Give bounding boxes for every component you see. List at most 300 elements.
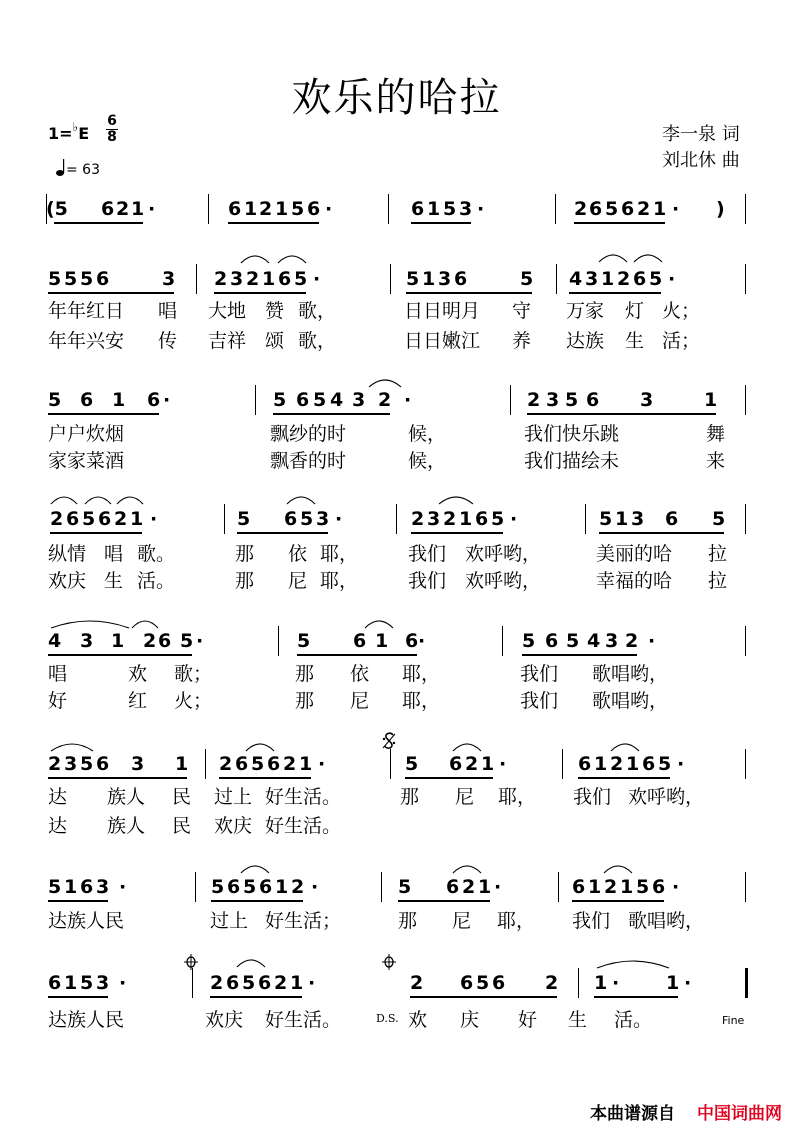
lyric-word: 那 xyxy=(400,786,420,808)
slur-arc xyxy=(84,493,112,505)
lyric-word: 族人 xyxy=(107,815,146,837)
jianpu-note: 6 xyxy=(449,753,463,775)
jianpu-note: 6 xyxy=(80,389,94,411)
jianpu-note: 5 xyxy=(48,389,62,411)
lyric-word: 纵情 xyxy=(48,543,87,565)
jianpu-note: 6 xyxy=(454,268,468,290)
lyric-word: 达 xyxy=(48,815,68,837)
bar-line xyxy=(585,504,586,534)
slur-arc xyxy=(610,740,640,752)
bar-line xyxy=(195,872,196,902)
lyric-word: 唱 xyxy=(104,543,124,565)
lyric-word: 欢呼哟， xyxy=(465,543,542,565)
jianpu-note: 2 xyxy=(116,198,130,220)
eighth-beam xyxy=(210,996,302,998)
key-prefix: 1= xyxy=(48,124,73,143)
jianpu-note: 2 xyxy=(114,508,128,530)
lyric-word: 活。 xyxy=(614,1009,653,1031)
jianpu-note: 5 xyxy=(491,508,505,530)
dal-segno-marking: D.S. xyxy=(376,1012,399,1025)
slur-arc xyxy=(50,617,130,629)
quarter-note-icon xyxy=(56,159,66,177)
jianpu-note: 1 xyxy=(478,876,492,898)
bar-line xyxy=(745,504,746,534)
lyric-word: 那 xyxy=(295,663,315,685)
jianpu-note: 2 xyxy=(50,508,64,530)
jianpu-note: 1 xyxy=(594,972,608,994)
dotted-rhythm: · xyxy=(668,268,676,290)
eighth-beam xyxy=(411,222,471,224)
lyric-word: 我们 xyxy=(573,786,612,808)
eighth-beam xyxy=(297,654,417,656)
jianpu-note: 1 xyxy=(275,876,289,898)
eighth-beam xyxy=(214,292,306,294)
dotted-rhythm: · xyxy=(308,972,316,994)
eighth-beam xyxy=(48,654,192,656)
lyric-word: 颂 xyxy=(265,330,285,352)
lyric-word: 欢 xyxy=(128,663,148,685)
lyric-word: 那 xyxy=(295,690,315,712)
bar-line xyxy=(745,194,746,224)
lyric-word: 好生活； xyxy=(265,910,342,932)
lyric-word: 耶， xyxy=(320,570,359,592)
jianpu-note: 1 xyxy=(620,876,634,898)
page-title: 欢乐的哈拉 xyxy=(291,75,502,121)
jianpu-note: 5 xyxy=(237,508,251,530)
bar-line xyxy=(745,264,746,294)
slur-arc xyxy=(236,956,266,968)
jianpu-note: 1 xyxy=(262,268,276,290)
lyric-word: 守 xyxy=(512,300,532,322)
dotted-rhythm: · xyxy=(313,268,321,290)
lyric-line xyxy=(0,446,793,472)
jianpu-note: 5 xyxy=(294,268,308,290)
lyric-word: 歌； xyxy=(174,663,213,685)
lyric-word: 火； xyxy=(662,300,701,322)
jianpu-note: 2 xyxy=(625,630,639,652)
jianpu-note: 6 xyxy=(80,876,94,898)
jianpu-note: 6 xyxy=(572,876,586,898)
jianpu-note: 5 xyxy=(80,753,94,775)
footer-site-link[interactable]: 中国词曲网 xyxy=(697,1104,782,1124)
dotted-rhythm: · xyxy=(684,972,692,994)
lyric-line xyxy=(0,566,793,592)
lyric-word: 歌， xyxy=(298,300,337,322)
jianpu-note: 5 xyxy=(48,876,62,898)
jianpu-note: 2 xyxy=(411,508,425,530)
lyric-word: 唱 xyxy=(48,663,68,685)
bar-line xyxy=(510,385,511,415)
eighth-beam xyxy=(527,413,716,415)
jianpu-note: 6 xyxy=(296,389,310,411)
lyric-word: 活； xyxy=(662,330,701,352)
jianpu-note: 1 xyxy=(64,876,78,898)
slur-arc xyxy=(633,251,663,263)
bar-line xyxy=(205,749,206,779)
jianpu-note: 5 xyxy=(243,876,257,898)
lyric-word: 歌， xyxy=(298,330,337,352)
lyric-word: 那 xyxy=(398,910,418,932)
jianpu-note: 3 xyxy=(80,630,94,652)
composer-credit: 刘北休 曲 xyxy=(662,150,740,171)
jianpu-note: 3 xyxy=(64,753,78,775)
lyric-word: 过上 xyxy=(214,786,253,808)
lyric-word: 舞 xyxy=(706,423,726,445)
jianpu-note: 3 xyxy=(585,268,599,290)
lyric-word: 欢庆 xyxy=(48,570,87,592)
lyric-word: 生 xyxy=(625,330,645,352)
jianpu-note: 6 xyxy=(278,268,292,290)
dotted-rhythm: · xyxy=(311,876,319,898)
bar-line xyxy=(224,504,225,534)
jianpu-note: 3 xyxy=(640,389,654,411)
dotted-rhythm: · xyxy=(677,753,685,775)
jianpu-note: 1 xyxy=(64,972,78,994)
lyric-word: 我们 xyxy=(520,690,559,712)
jianpu-note: 6 xyxy=(411,198,425,220)
meter-bottom: 8 xyxy=(107,129,117,145)
jianpu-note: 4 xyxy=(330,389,344,411)
key-signature xyxy=(48,120,89,143)
lyric-word: 活。 xyxy=(137,570,176,592)
jianpu-note: 2 xyxy=(259,198,273,220)
bar-line xyxy=(388,194,389,224)
jianpu-note: 5 xyxy=(297,630,311,652)
jianpu-note: 6 xyxy=(158,630,172,652)
jianpu-note: 2 xyxy=(283,753,297,775)
jianpu-note: 3 xyxy=(427,508,441,530)
slur-arc xyxy=(131,617,159,629)
lyric-word: 日日嫩江 xyxy=(404,330,481,352)
bar-line xyxy=(196,264,197,294)
lyric-word: 我们 xyxy=(572,910,611,932)
jianpu-note: 5 xyxy=(406,268,420,290)
eighth-beam xyxy=(48,900,108,902)
jianpu-note: 5 xyxy=(398,876,412,898)
lyric-word: 庆 xyxy=(460,1009,480,1031)
bar-line xyxy=(208,194,209,224)
jianpu-note: 5 xyxy=(405,753,419,775)
jianpu-note: 3 xyxy=(459,198,473,220)
slur-arc xyxy=(286,493,316,505)
jianpu-note: 2 xyxy=(465,753,479,775)
jianpu-note: 1 xyxy=(422,268,436,290)
jianpu-note: 2 xyxy=(219,753,233,775)
lyric-word: 族人 xyxy=(107,786,146,808)
dotted-rhythm: · xyxy=(499,753,507,775)
slur-arc xyxy=(50,493,78,505)
jianpu-note: 6 xyxy=(235,753,249,775)
key-note: E xyxy=(78,124,90,143)
dotted-rhythm: · xyxy=(196,630,204,652)
lyric-word: 欢呼哟， xyxy=(465,570,542,592)
jianpu-note: 5 xyxy=(80,972,94,994)
lyric-word: 好生活。 xyxy=(265,815,342,837)
jianpu-note: 6 xyxy=(492,972,506,994)
jianpu-note: 2 xyxy=(378,389,392,411)
dotted-rhythm: · xyxy=(119,972,127,994)
eighth-beam xyxy=(237,532,328,534)
lyric-word: 过上 xyxy=(210,910,249,932)
lyric-line xyxy=(0,419,793,445)
lyric-word: 尼 xyxy=(455,786,475,808)
jianpu-note: 6 xyxy=(405,630,419,652)
jianpu-note: 3 xyxy=(438,268,452,290)
lyric-word: 好 xyxy=(48,690,68,712)
lyric-line xyxy=(0,326,793,352)
lyric-word: 幸福的哈 xyxy=(596,570,673,592)
lyric-word: 歌唱哟， xyxy=(628,910,705,932)
jianpu-note: 6 xyxy=(226,972,240,994)
lyric-line xyxy=(0,811,793,837)
dotted-rhythm: · xyxy=(148,198,156,220)
lyric-word: 吉祥 xyxy=(208,330,247,352)
meter-top: 6 xyxy=(107,113,117,129)
jianpu-note: 3 xyxy=(162,268,176,290)
jianpu-note: (5 xyxy=(46,198,68,220)
lyric-word: 歌唱哟， xyxy=(592,663,669,685)
eighth-beam xyxy=(599,532,724,534)
bar-line xyxy=(502,626,503,656)
lyric-line xyxy=(0,296,793,322)
jianpu-note: 3 xyxy=(96,876,110,898)
jianpu-note: 6 xyxy=(228,198,242,220)
lyric-word: 达族人民 xyxy=(48,1009,125,1031)
time-signature xyxy=(106,114,118,145)
jianpu-note: 6 xyxy=(307,198,321,220)
jianpu-note: 2 xyxy=(443,508,457,530)
jianpu-note: 1 xyxy=(481,753,495,775)
jianpu-note: 3 xyxy=(352,389,366,411)
slur-arc xyxy=(364,617,394,629)
jianpu-note: 5 xyxy=(80,268,94,290)
jianpu-note: 1 xyxy=(175,753,189,775)
jianpu-note: ) xyxy=(716,198,725,220)
lyric-word: 美丽的哈 xyxy=(596,543,673,565)
jianpu-note: 2 xyxy=(410,972,424,994)
jianpu-note: 4 xyxy=(48,630,62,652)
slur-arc xyxy=(596,957,670,969)
lyric-line xyxy=(0,539,793,565)
coda-icon-2 xyxy=(382,951,396,975)
eighth-beam xyxy=(406,292,532,294)
lyric-word: 我们描绘未 xyxy=(524,450,620,472)
jianpu-note: 2 xyxy=(291,876,305,898)
jianpu-note: 3 xyxy=(131,753,145,775)
jianpu-note: 1 xyxy=(588,876,602,898)
lyric-word: 飘香的时 xyxy=(270,450,347,472)
eighth-beam xyxy=(594,996,678,998)
jianpu-note: 5 xyxy=(636,876,650,898)
jianpu-note: 5 xyxy=(291,198,305,220)
lyric-word: 达族人民 xyxy=(48,910,125,932)
jianpu-note: 1 xyxy=(704,389,718,411)
dotted-rhythm: · xyxy=(477,198,485,220)
lyric-word: 飘纱的时 xyxy=(270,423,347,445)
lyric-word: 年年红日 xyxy=(48,300,125,322)
lyric-word: 我们 xyxy=(408,570,447,592)
dotted-rhythm: · xyxy=(494,876,502,898)
dotted-rhythm: · xyxy=(510,508,518,530)
lyric-word: 红 xyxy=(128,690,148,712)
lyric-line xyxy=(0,1005,793,1031)
jianpu-note: 5 xyxy=(565,389,579,411)
lyric-word: 那 xyxy=(235,570,255,592)
jianpu-note: 1 xyxy=(131,198,145,220)
bar-line xyxy=(381,872,382,902)
jianpu-note: 1 xyxy=(459,508,473,530)
lyric-word: 民 xyxy=(172,815,192,837)
jianpu-note: 1 xyxy=(275,198,289,220)
lyric-word: 养 xyxy=(512,330,532,352)
jianpu-note: 6 xyxy=(578,753,592,775)
jianpu-note: 2 xyxy=(462,876,476,898)
lyric-word: 传 xyxy=(158,330,178,352)
jianpu-note: 3 xyxy=(631,508,645,530)
lyric-word: 我们快乐跳 xyxy=(524,423,620,445)
tempo-value: = 63 xyxy=(66,162,100,178)
jianpu-note: 4 xyxy=(587,630,601,652)
jianpu-note: 6 xyxy=(227,876,241,898)
lyric-line xyxy=(0,782,793,808)
bar-line xyxy=(562,749,563,779)
jianpu-note: 2 xyxy=(210,972,224,994)
segno-icon xyxy=(381,731,397,756)
jianpu-note: 6 xyxy=(633,268,647,290)
lyric-word: 歌。 xyxy=(137,543,176,565)
lyric-word: 依 xyxy=(288,543,308,565)
lyric-word: 欢 xyxy=(408,1009,428,1031)
jianpu-note: 6 xyxy=(259,876,273,898)
jianpu-note: 6 xyxy=(98,508,112,530)
jianpu-note: 3 xyxy=(96,972,110,994)
lyric-word: 民 xyxy=(172,786,192,808)
bar-line xyxy=(745,872,746,902)
jianpu-note: 6 xyxy=(460,972,474,994)
jianpu-note: 5 xyxy=(242,972,256,994)
jianpu-note: 6 xyxy=(642,753,656,775)
jianpu-note: 4 xyxy=(569,268,583,290)
jianpu-note: 5 xyxy=(649,268,663,290)
lyricist-credit: 李一泉 词 xyxy=(662,124,740,145)
jianpu-note: 2 xyxy=(637,198,651,220)
lyric-word: 达 xyxy=(48,786,68,808)
bar-line xyxy=(396,504,397,534)
dotted-rhythm: · xyxy=(325,198,333,220)
tempo-marking xyxy=(56,159,100,178)
slur-arc xyxy=(50,740,94,752)
lyric-word: 大地 xyxy=(208,300,247,322)
jianpu-note: 1 xyxy=(290,972,304,994)
jianpu-note: 5 xyxy=(476,972,490,994)
lyric-word: 拉 xyxy=(708,570,728,592)
jianpu-note: 6 xyxy=(665,508,679,530)
jianpu-note: 2 xyxy=(604,876,618,898)
jianpu-note: 5 xyxy=(313,389,327,411)
bar-line xyxy=(278,626,279,656)
dotted-rhythm: · xyxy=(672,876,680,898)
lyric-word: 歌唱哟， xyxy=(592,690,669,712)
jianpu-note: 5 xyxy=(520,268,534,290)
jianpu-note: 6 xyxy=(545,630,559,652)
jianpu-note: 5 xyxy=(251,753,265,775)
lyric-word: 唱 xyxy=(158,300,178,322)
jianpu-note: 5 xyxy=(712,508,726,530)
jianpu-note: 5 xyxy=(273,389,287,411)
dotted-rhythm: · xyxy=(648,630,656,652)
jianpu-note: 6 xyxy=(267,753,281,775)
dotted-rhythm: · xyxy=(672,198,680,220)
dotted-rhythm: · xyxy=(335,508,343,530)
lyric-word: 耶， xyxy=(497,910,536,932)
lyric-word: 日日明月 xyxy=(404,300,481,322)
jianpu-note: 5 xyxy=(443,198,457,220)
dotted-rhythm: · xyxy=(318,753,326,775)
bar-line xyxy=(255,385,256,415)
jianpu-note: 5 xyxy=(566,630,580,652)
slur-arc xyxy=(598,251,628,263)
dotted-rhythm: · xyxy=(119,876,127,898)
jianpu-note: 2 xyxy=(246,268,260,290)
fine-marking: Fine xyxy=(722,1014,745,1027)
lyric-word: 家家菜酒 xyxy=(48,450,125,472)
jianpu-note: 5 xyxy=(82,508,96,530)
jianpu-note: 1 xyxy=(615,508,629,530)
jianpu-note: 6 xyxy=(353,630,367,652)
jianpu-note: 6 xyxy=(258,972,272,994)
slur-arc xyxy=(277,252,307,264)
jianpu-note: 6 xyxy=(96,268,110,290)
eighth-beam xyxy=(578,777,670,779)
eighth-beam xyxy=(211,900,303,902)
lyric-word: 生 xyxy=(104,570,124,592)
lyric-word: 欢庆 xyxy=(205,1009,244,1031)
jianpu-note: 6 xyxy=(586,389,600,411)
eighth-beam xyxy=(54,222,143,224)
jianpu-note: 6 xyxy=(446,876,460,898)
jianpu-note: 1 xyxy=(594,753,608,775)
jianpu-note: 1 xyxy=(626,753,640,775)
slur-arc xyxy=(368,376,402,388)
lyric-word: 那 xyxy=(235,543,255,565)
lyric-line xyxy=(0,686,793,712)
footer-source-label: 本曲谱源自 xyxy=(590,1104,675,1124)
slur-arc xyxy=(116,493,144,505)
lyric-word: 候， xyxy=(408,450,447,472)
lyric-word: 来 xyxy=(706,450,726,472)
jianpu-note: 6 xyxy=(101,198,115,220)
jianpu-note: 5 xyxy=(605,198,619,220)
jianpu-note: 1 xyxy=(130,508,144,530)
bar-line xyxy=(745,385,746,415)
lyric-word: 尼 xyxy=(350,690,370,712)
eighth-beam xyxy=(48,777,187,779)
bar-line xyxy=(558,872,559,902)
eighth-beam xyxy=(574,222,665,224)
lyric-word: 耶， xyxy=(402,690,441,712)
jianpu-note: 5 xyxy=(48,268,62,290)
lyric-word: 达族 xyxy=(566,330,605,352)
lyric-word: 拉 xyxy=(708,543,728,565)
jianpu-note: 2 xyxy=(214,268,228,290)
jianpu-note: 2 xyxy=(274,972,288,994)
lyric-word: 户户炊烟 xyxy=(48,423,125,445)
jianpu-note: 6 xyxy=(589,198,603,220)
lyric-line xyxy=(0,659,793,685)
slur-arc xyxy=(240,252,270,264)
eighth-beam xyxy=(398,900,490,902)
bar-line xyxy=(578,968,579,998)
